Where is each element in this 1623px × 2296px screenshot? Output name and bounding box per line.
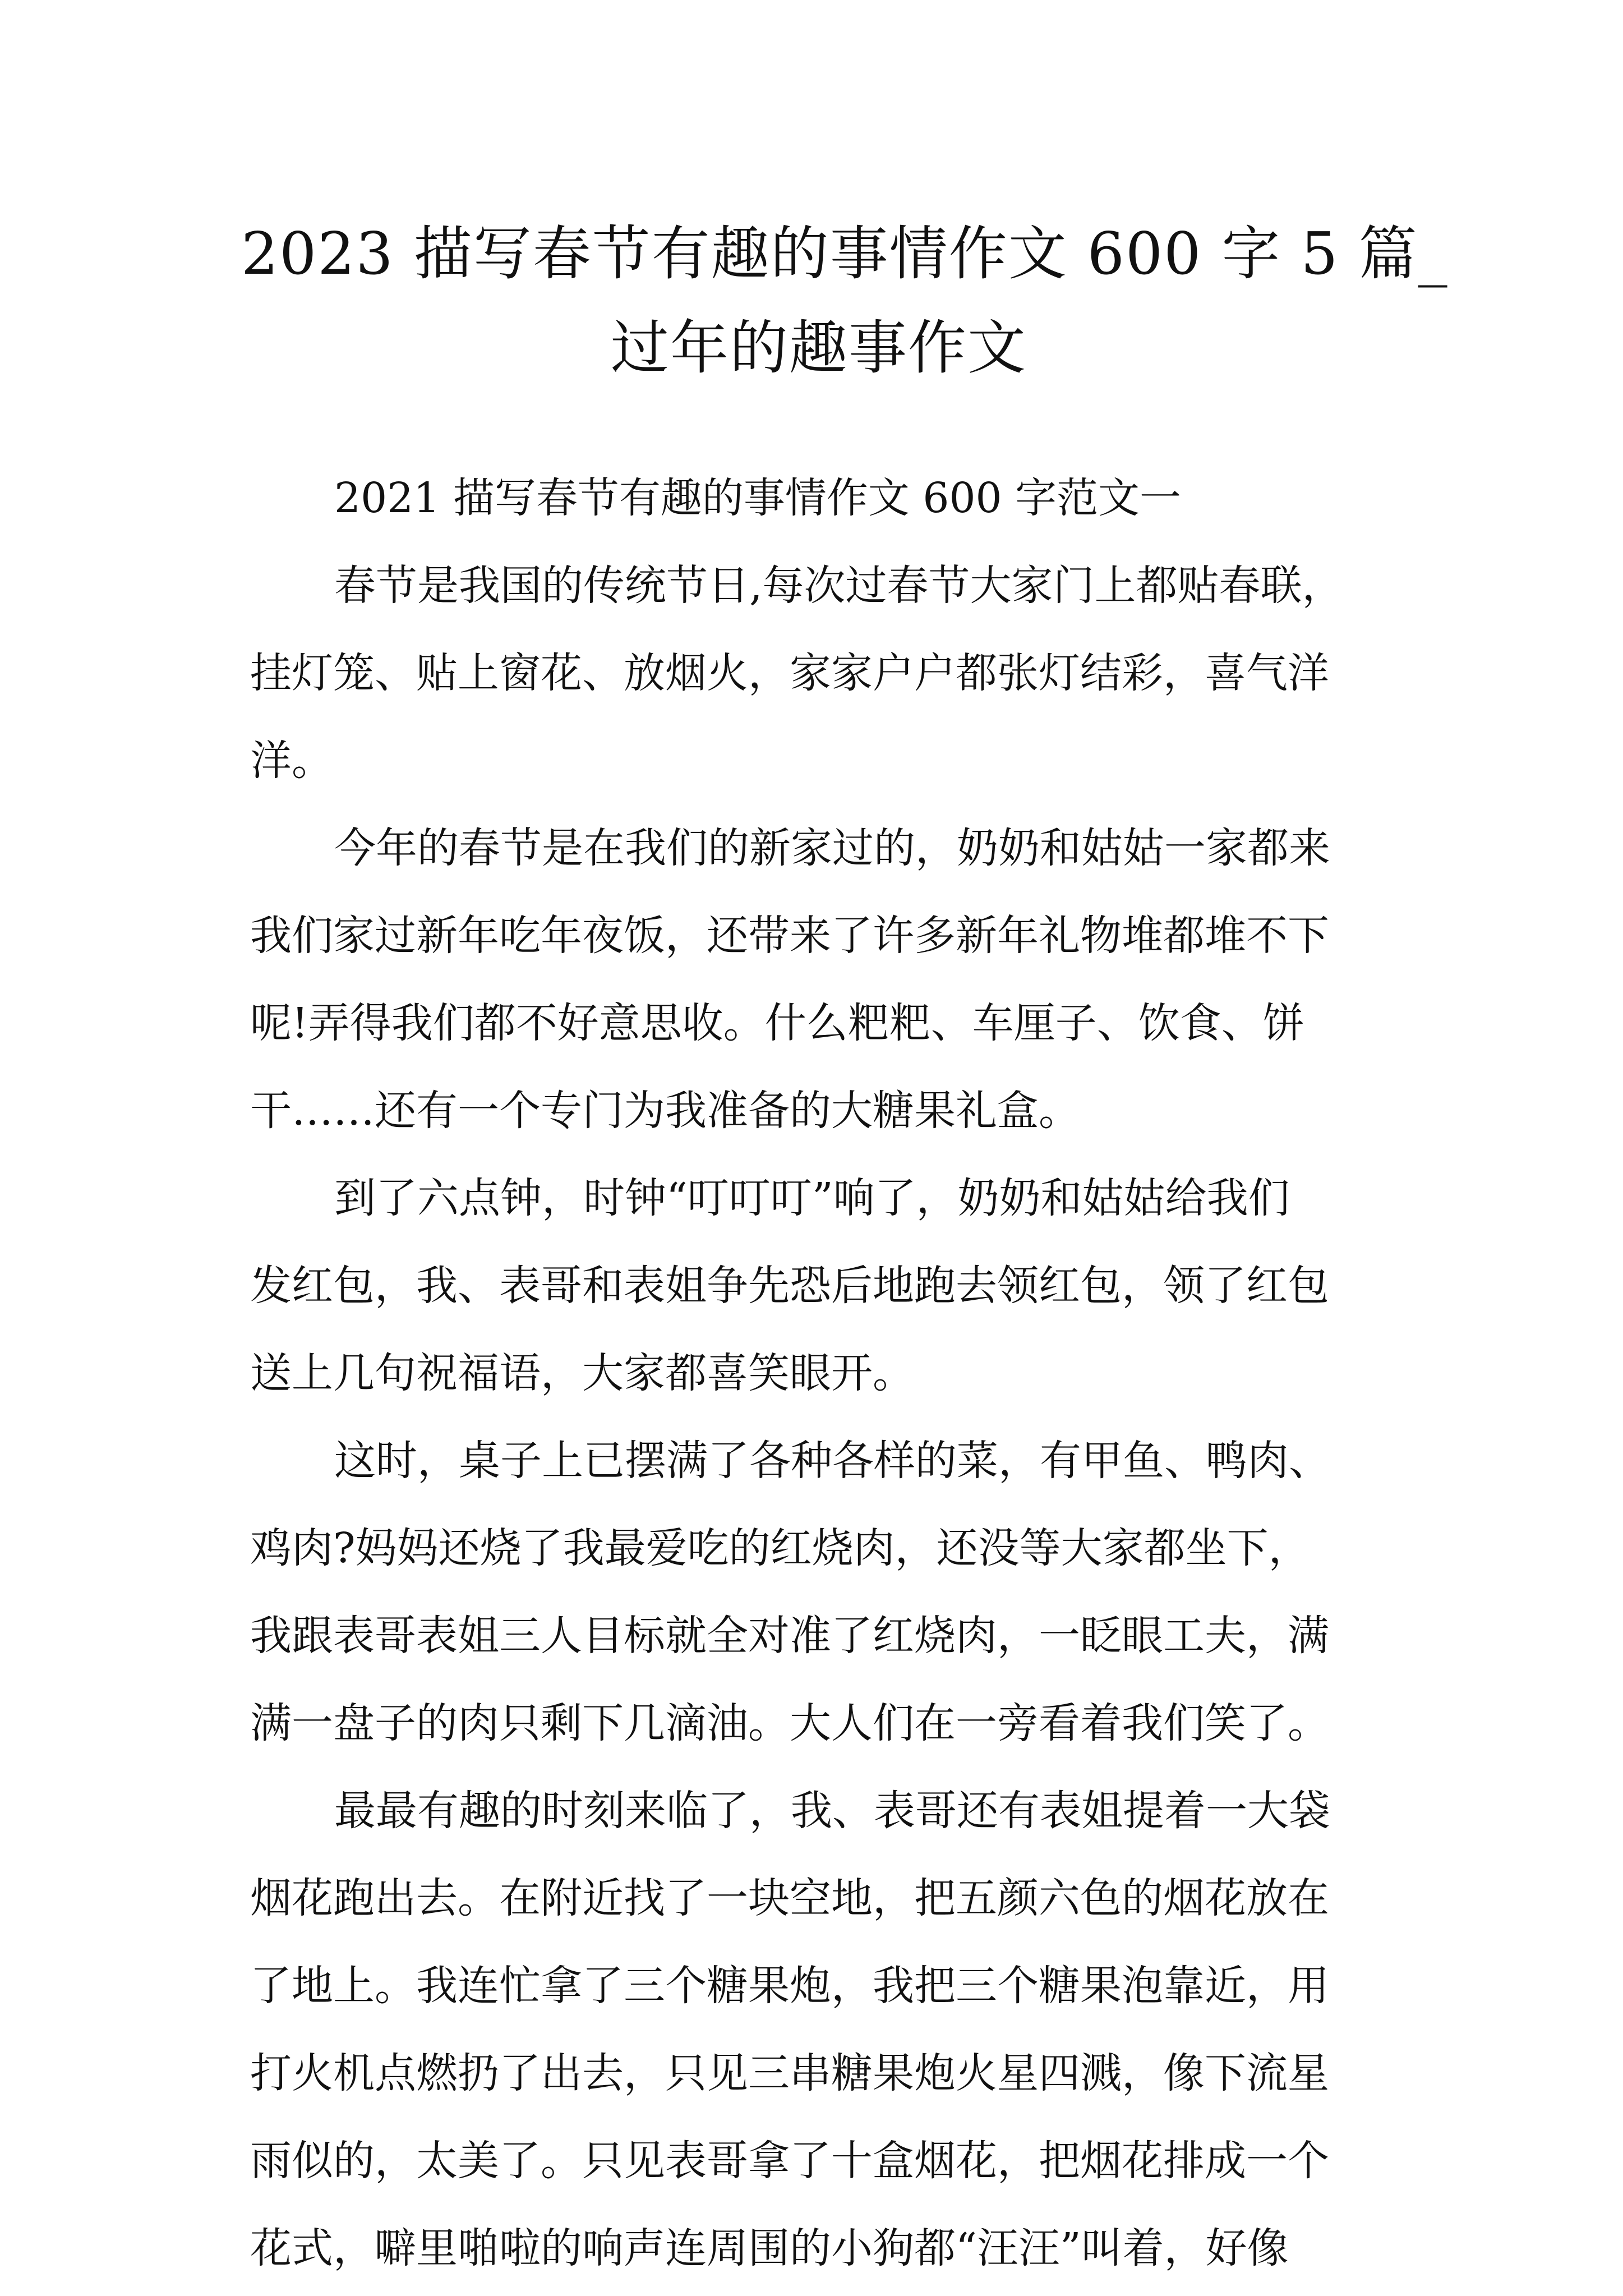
text-line: 发红包，我、表哥和表姐争先恐后地跑去领红包，领了红包 xyxy=(250,1262,1329,1310)
text-line: 鸡肉?妈妈还烧了我最爱吃的红烧肉，还没等大家都坐下， xyxy=(250,1524,1310,1572)
paragraph xyxy=(250,1767,1399,2292)
title-line: 过年的趣事作文 xyxy=(610,314,1027,382)
text-line: 春节是我国的传统节日,每次过春节大家门上都贴春联， xyxy=(334,562,1344,610)
text-line: 了地上。我连忙拿了三个糖果炮，我把三个糖果泡靠近，用 xyxy=(250,1962,1329,2010)
paragraph xyxy=(250,1417,1399,1767)
document-body xyxy=(250,454,1399,2292)
text-line: 我们家过新年吃年夜饭，还带来了许多新年礼物堆都堆不下 xyxy=(250,912,1329,960)
text-line: 呢!弄得我们都不好意思收。什么粑粑、车厘子、饮食、饼 xyxy=(250,999,1304,1047)
paragraph xyxy=(250,542,1399,804)
text-line: 干……还有一个专门为我准备的大糖果礼盒。 xyxy=(250,1087,1080,1135)
document-title xyxy=(241,206,1449,395)
text-line: 挂灯笼、贴上窗花、放烟火，家家户户都张灯结彩，喜气洋 xyxy=(250,649,1329,697)
text-line: 打火机点燃扔了出去，只见三串糖果炮火星四溅，像下流星 xyxy=(250,2049,1329,2097)
title-line: 2023 描写春节有趣的事情作文 600 字 5 篇_ xyxy=(241,219,1449,288)
text-line: 花式，噼里啪啦的响声连周围的小狗都“汪汪”叫着，好像 xyxy=(250,2224,1289,2272)
text-line: 最最有趣的时刻来临了，我、表哥还有表姐提着一大袋 xyxy=(334,1787,1330,1835)
text-line: 到了六点钟，时钟“叮叮叮”响了，奶奶和姑姑给我们 xyxy=(334,1174,1290,1222)
text-line: 雨似的，太美了。只见表哥拿了十盒烟花，把烟花排成一个 xyxy=(250,2137,1329,2185)
text-line: 烟花跑出去。在附近找了一块空地，把五颜六色的烟花放在 xyxy=(250,1874,1329,1922)
paragraph xyxy=(250,1154,1399,1417)
text-line: 这时，桌子上已摆满了各种各样的菜，有甲鱼、鸭肉、 xyxy=(334,1437,1330,1485)
text-line: 2021 描写春节有趣的事情作文 600 字范文一 xyxy=(334,474,1182,522)
text-line: 今年的春节是在我们的新家过的，奶奶和姑姑一家都来 xyxy=(334,824,1330,872)
text-line: 我跟表哥表姐三人目标就全对准了红烧肉，一眨眼工夫，满 xyxy=(250,1612,1329,1660)
text-line: 满一盘子的肉只剩下几滴油。大人们在一旁看着我们笑了。 xyxy=(250,1699,1329,1747)
text-line: 洋。 xyxy=(250,737,333,785)
text-line: 送上几句祝福语，大家都喜笑眼开。 xyxy=(250,1349,914,1397)
paragraph xyxy=(250,804,1399,1154)
paragraph-heading xyxy=(250,454,1399,542)
